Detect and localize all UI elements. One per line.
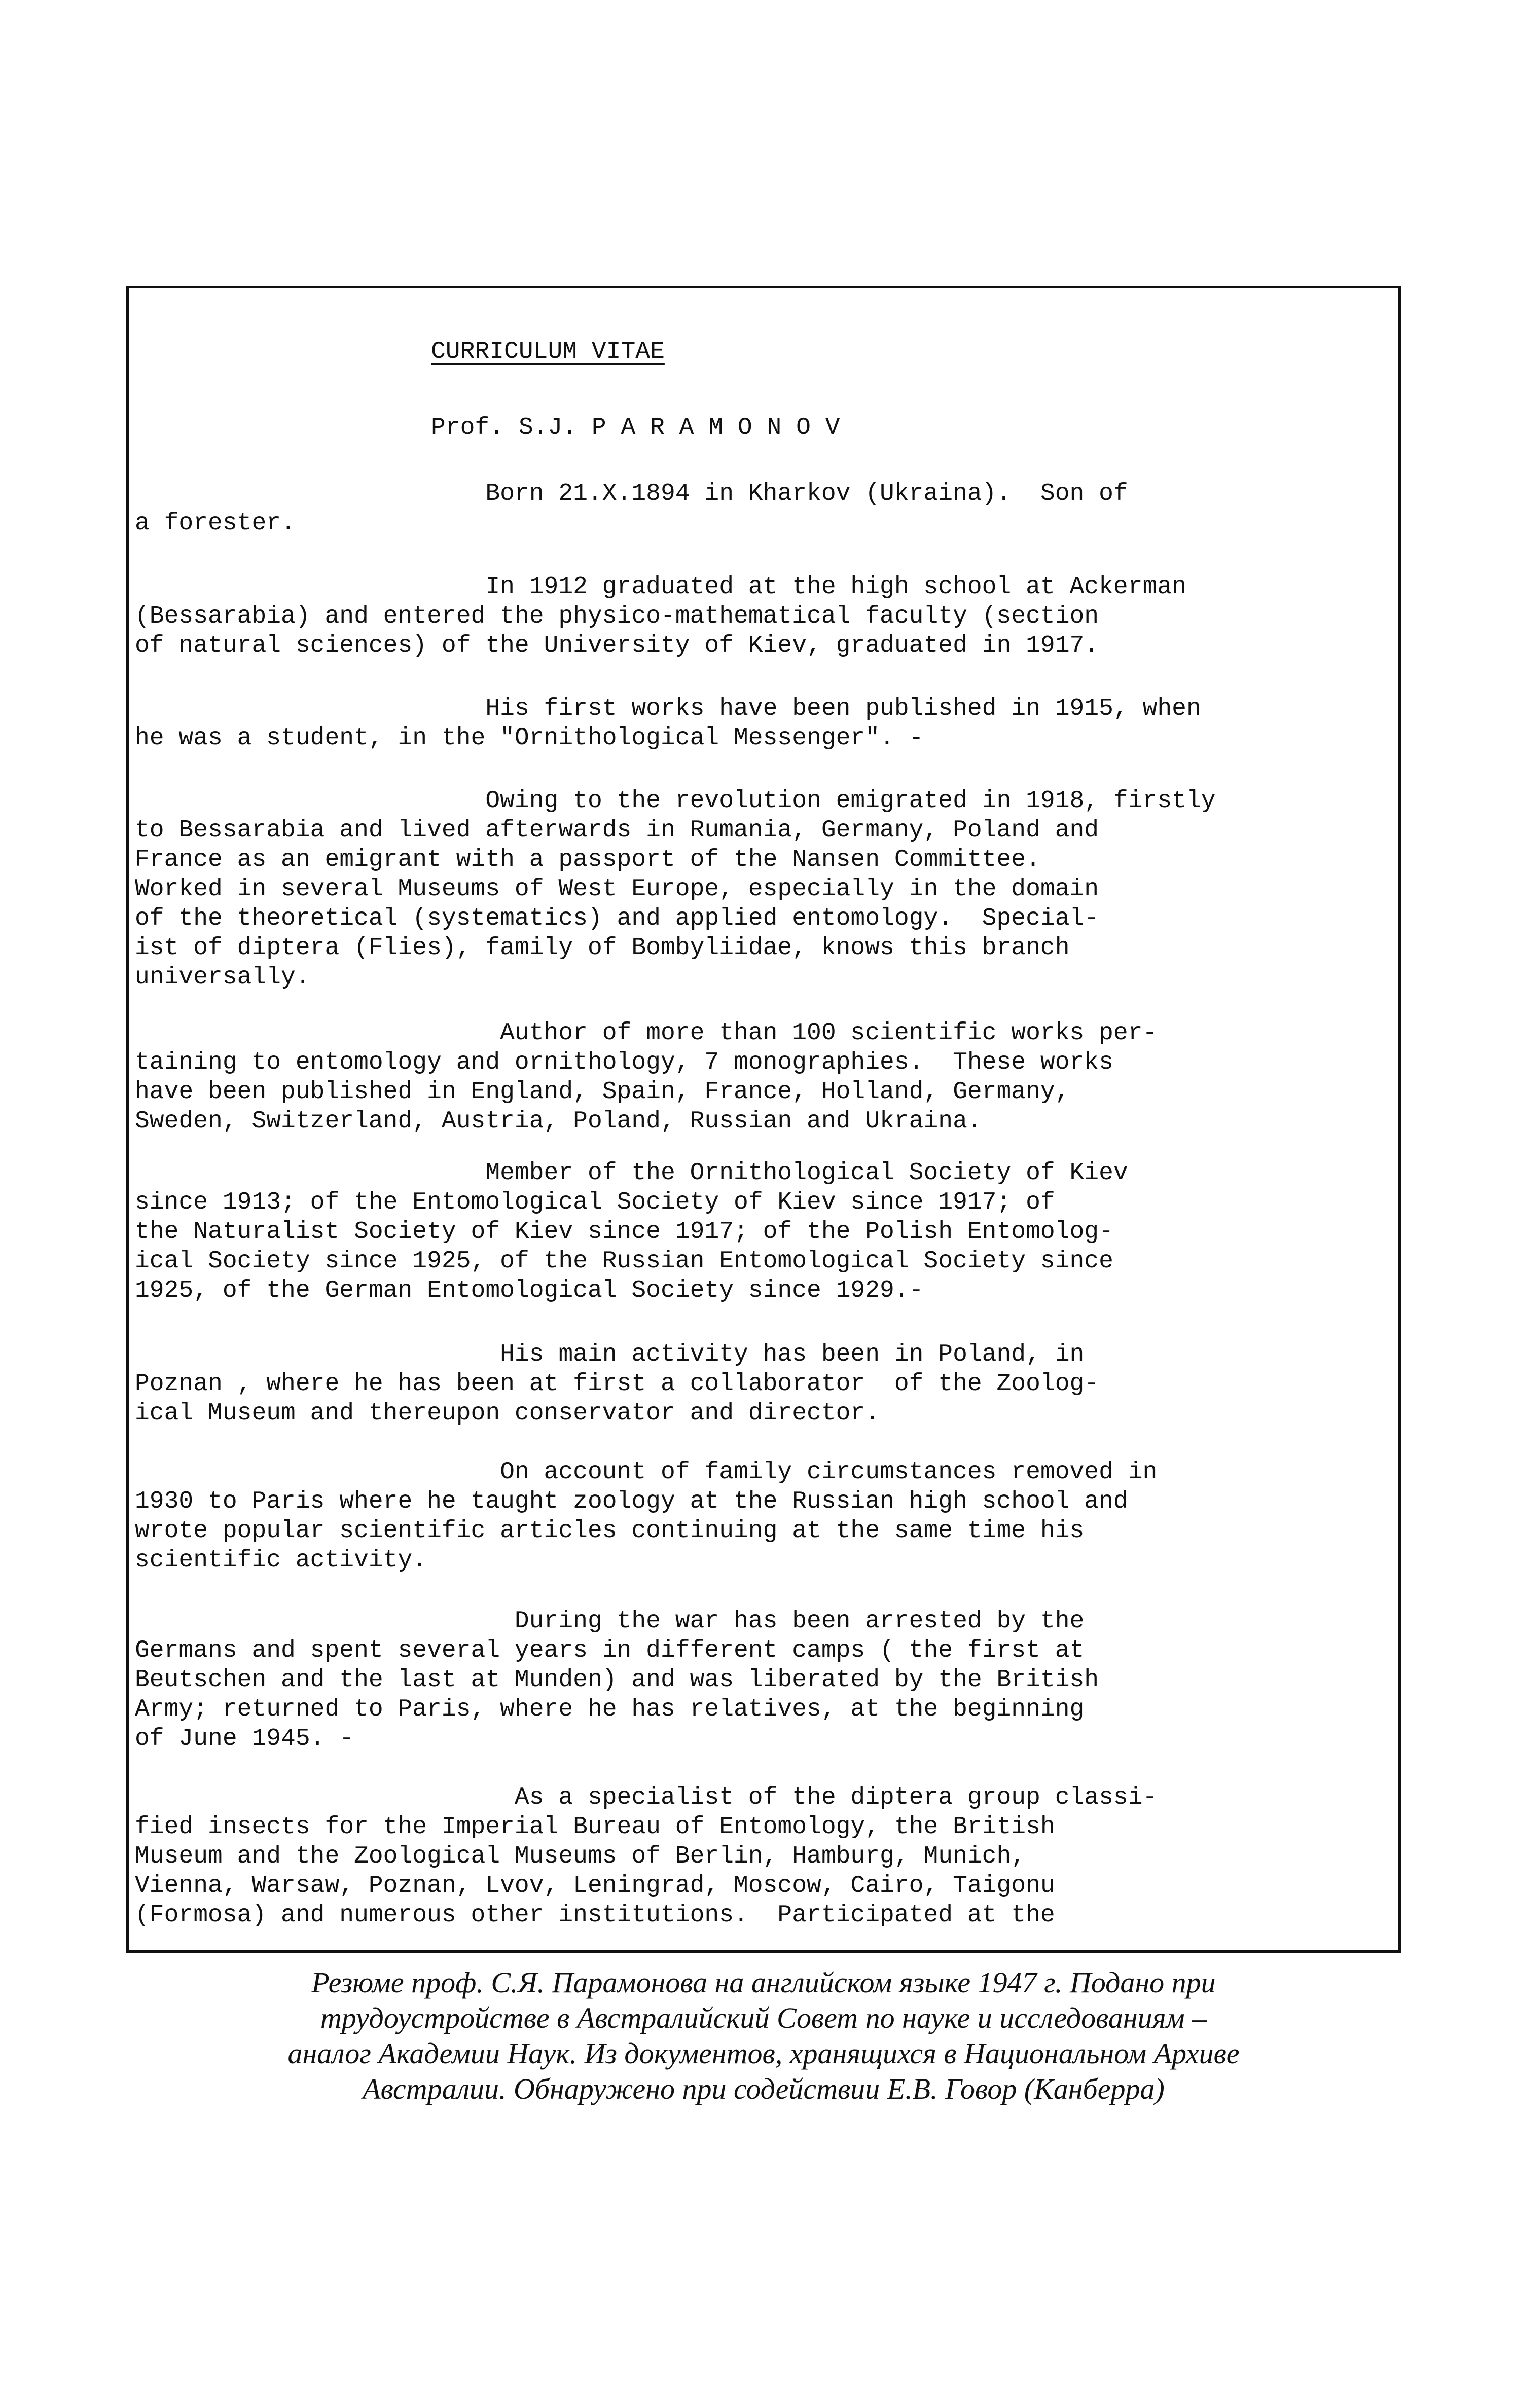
paragraph-paris: On account of family circumstances removed in 1930 to Paris where he taught zoology at the Russian high school and wrote popular scientific articles continuing at the same time his scientific activity. xyxy=(135,1458,1158,1574)
caption-line: Резюме проф. С.Я. Парамонова на английском языке 1947 г. Подано при xyxy=(311,1966,1216,1999)
paragraph-education: In 1912 graduated at the high school at Ackerman (Bessarabia) and entered the physico-mathematical faculty (section of natural sciences) of the University of Kiev, graduated in 1917. xyxy=(135,573,1186,660)
paragraph-specialist: As a specialist of the diptera group classi- fied insects for the Imperial Bureau of Entomology, the British Museum and the Zoological Museums of Berlin, Hamburg, Munich, Vienna, Warsaw, Poznan, Lvov, Leningrad, Moscow, Cairo, Taigonu (Formosa) and numerous other institutions. Participated at the xyxy=(135,1784,1158,1929)
paragraph-publications: Author of more than 100 scientific works per- taining to entomology and ornithology, 7 monographies. These works have been published in England, Spain, France, Holland, Germany, Sweden, Switzerland, Austria, Poland, Russian and Ukraina. xyxy=(135,1019,1158,1135)
name-line: Prof. S.J. P A R A M O N O V xyxy=(431,414,840,442)
paragraph-memberships: Member of the Ornithological Society of Kiev since 1913; of the Entomological Society of Kiev since 1917; of the Naturalist Society of Kiev since 1917; of the Polish Entomolog- ical Society since 1925, of the Russian Entomological Society since 1925, of the German Entomological Society since 1929.- xyxy=(135,1159,1128,1304)
figure-caption xyxy=(126,1965,1401,2107)
caption-line: Австралии. Обнаружено при содействии Е.В. Говор (Канберра) xyxy=(363,2072,1165,2105)
paragraph-first-works: His first works have been published in 1915, when he was a student, in the "Ornithological Messenger". - xyxy=(135,695,1201,752)
scanned-document xyxy=(126,286,1401,1953)
document-title: CURRICULUM VITAE xyxy=(431,338,665,366)
caption-line: трудоустройстве в Австралийский Совет по науке и исследованиям – xyxy=(320,2001,1207,2034)
paragraph-poland: His main activity has been in Poland, in Poznan , where he has been at first a collaborator of the Zoolog- ical Museum and thereupon conservator and director. xyxy=(135,1341,1099,1427)
paragraph-birth: Born 21.X.1894 in Kharkov (Ukraina). Son of a forester. xyxy=(135,480,1128,537)
caption-line: аналог Академии Наук. Из документов, хранящихся в Национальном Архиве xyxy=(287,2037,1240,2070)
paragraph-emigration: Owing to the revolution emigrated in 1918, firstly to Bessarabia and lived afterwards in Rumania, Germany, Poland and France as an emigrant with a passport of the Nansen Committee. Worked in several Museums of West Europe, especially in the domain of the theoretical (systematics) and applied entomology. Special- ist of diptera (Flies), family of Bombyliidae, knows this branch universally. xyxy=(135,787,1216,991)
paragraph-war: During the war has been arrested by the Germans and spent several years in different camps ( the first at Beutschen and the last at Munden) and was liberated by the British Army; returned to Paris, where he has relatives, at the beginning of June 1945. - xyxy=(135,1608,1099,1753)
